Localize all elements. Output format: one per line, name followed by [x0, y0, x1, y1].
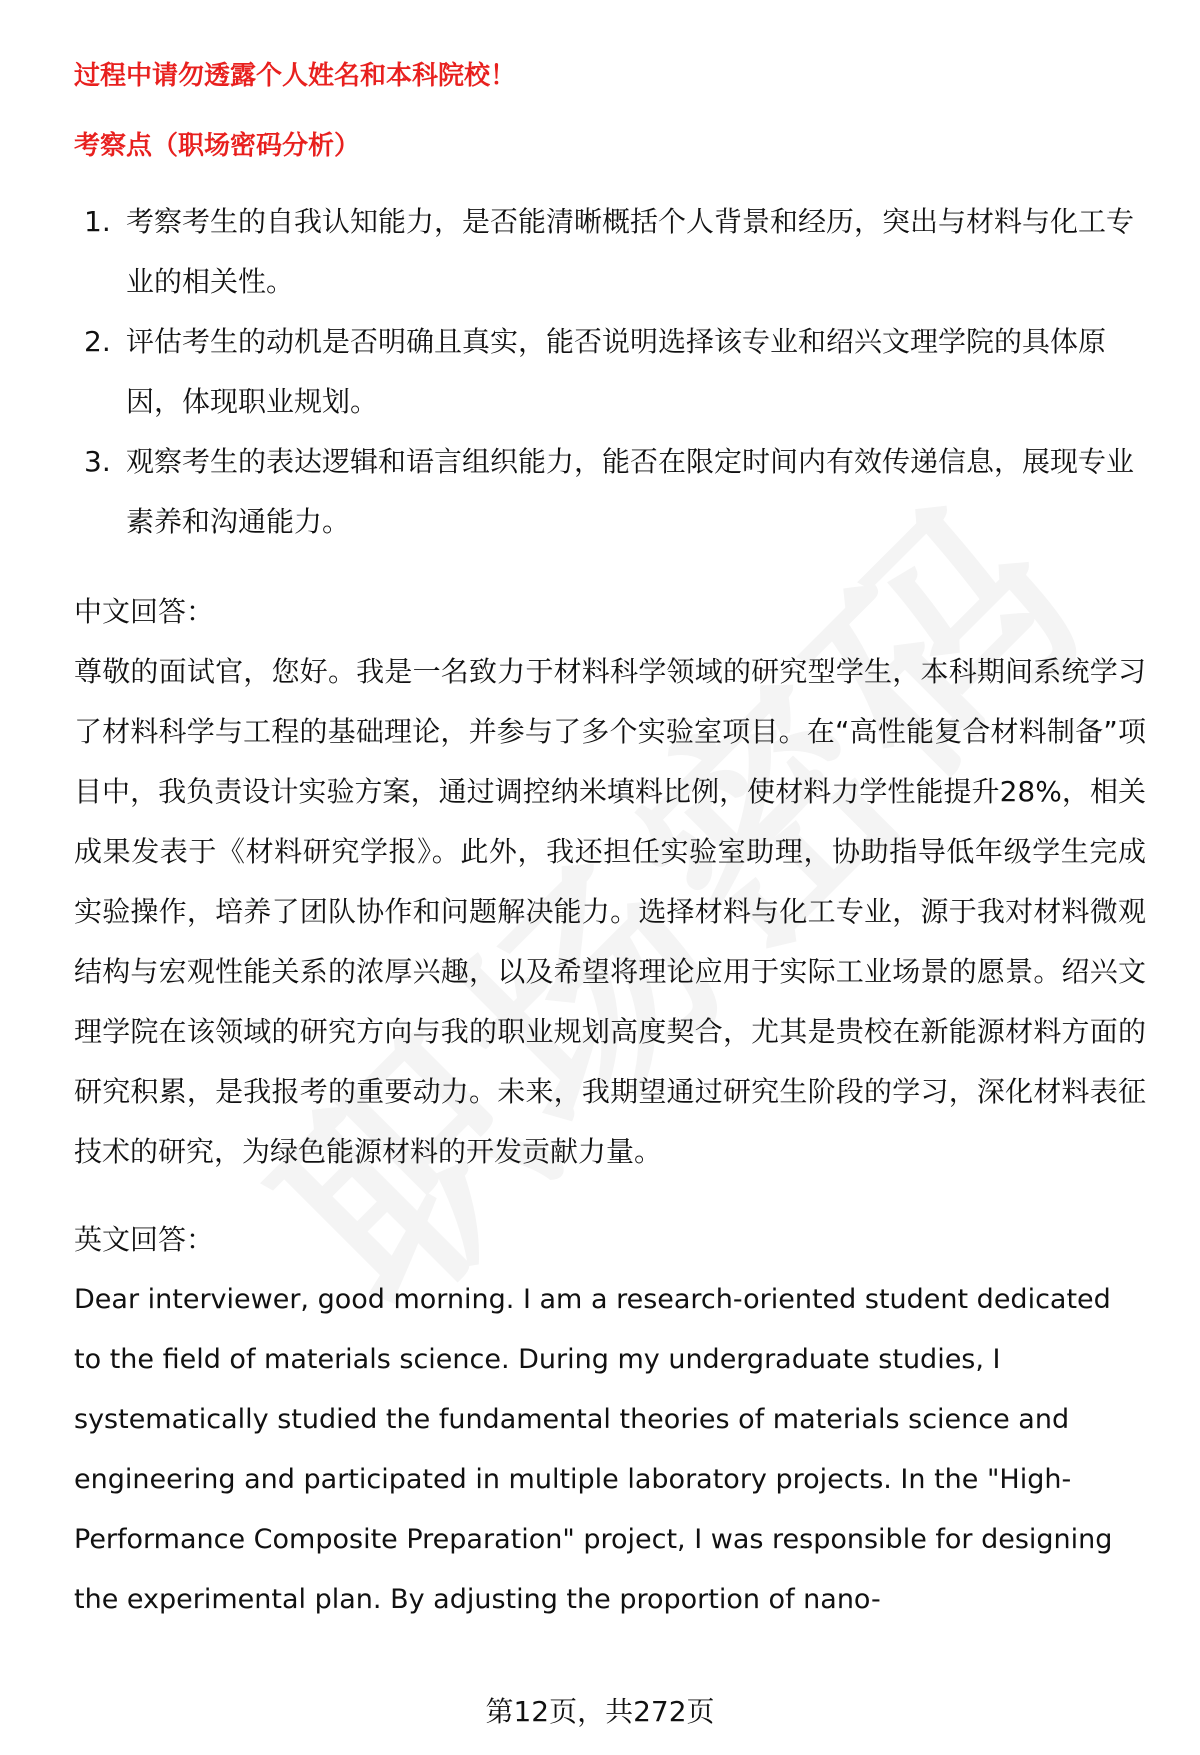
chinese-answer-label: 中文回答：	[74, 595, 215, 628]
page-footer: 第12页，共272页	[0, 1692, 1200, 1732]
list-item	[74, 312, 1146, 432]
list-item-text: 评估考生的动机是否明确且真实，能否说明选择该专业和绍兴文理学院的具体原因，体现职业规划。	[126, 325, 1107, 418]
list-item-text: 观察考生的表达逻辑和语言组织能力，能否在限定时间内有效传递信息，展现专业素养和沟通能力。	[126, 445, 1135, 538]
list-number: 3.	[84, 445, 111, 478]
list-number: 2.	[84, 325, 111, 358]
english-answer-text: Dear interviewer, good morning. I am a research-oriented student dedicated to the field of materials science. During my undergraduate studies, I systematically studied the fundamental theories of materials science and engineering and participated in multiple laboratory projects. In the "High-Performance Composite Preparation" project, I was responsible for designing the experimental plan. By adjusting the proportion of nano-	[74, 1284, 1113, 1615]
privacy-warning: 过程中请勿透露个人姓名和本科院校！	[74, 61, 517, 91]
list-item	[74, 432, 1146, 552]
english-answer-label: 英文回答：	[74, 1223, 215, 1256]
section-title: 考察点（职场密码分析）	[74, 131, 361, 161]
chinese-answer-text: 尊敬的面试官，您好。我是一名致力于材料科学领域的研究型学生，本科期间系统学习了材料科学与工程的基础理论，并参与了多个实验室项目。在“高性能复合材料制备”项目中，我负责设计实验方案，通过调控纳米填料比例，使材料力学性能提升28%，相关成果发表于《材料研究学报》。此外，我还担任实验室助理，协助指导低年级学生完成实验操作，培养了团队协作和问题解决能力。选择材料与化工专业，源于我对材料微观结构与宏观性能关系的浓厚兴趣，以及希望将理论应用于实际工业场景的愿景。绍兴文理学院在该领域的研究方向与我的职业规划高度契合，尤其是贵校在新能源材料方面的研究积累，是我报考的重要动力。未来，我期望通过研究生阶段的学习，深化材料表征技术的研究，为绿色能源材料的开发贡献力量。	[74, 655, 1146, 1168]
criteria-list	[74, 192, 1146, 552]
document-page	[74, 58, 1146, 1630]
list-item-text: 考察考生的自我认知能力，是否能清晰概括个人背景和经历，突出与材料与化工专业的相关性。	[126, 205, 1135, 298]
list-number: 1.	[84, 205, 111, 238]
list-item	[74, 192, 1146, 312]
